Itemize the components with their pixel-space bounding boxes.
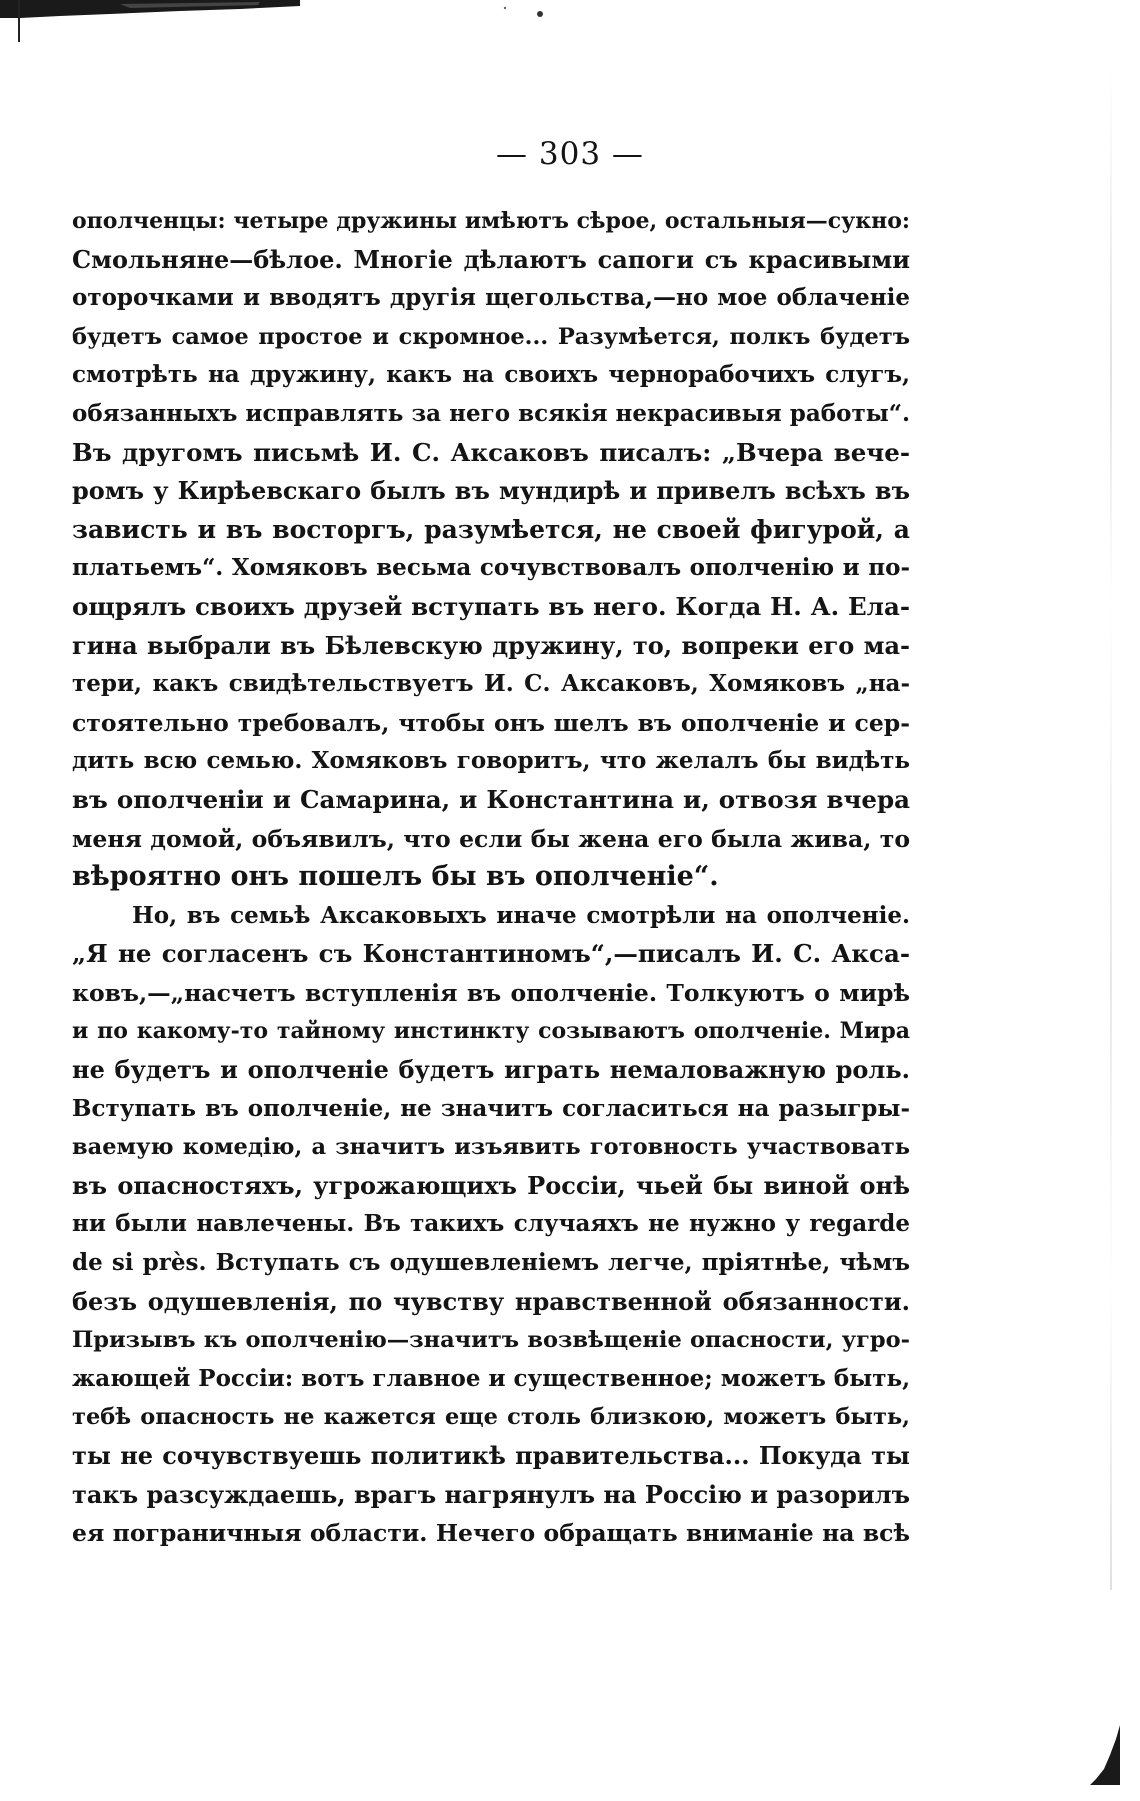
text-line: тери, какъ свидѣтельствуетъ И. С. Аксаковъ, Хомяковъ „на- [72,670,910,698]
text-line: смотрѣть на дружину, какъ на своихъ чернорабочихъ слугъ, [72,361,910,389]
text-line: гина выбрали въ Бѣлевскую дружину, то, вопреки его ма- [72,630,910,660]
text-line: такъ разсуждаешь, врагъ нагрянулъ на Россію и разорилъ [72,1479,910,1509]
text-line: въ опасностяхъ, угрожающихъ Россіи, чьей бы виной онѣ [72,1170,910,1200]
text-line: de si près. Вступать съ одушевленіемъ легче, пріятнѣе, чѣмъ [72,1249,910,1277]
paragraph-start-line: Но, въ семьѣ Аксаковыхъ иначе смотрѣли на ополченіе. [132,901,910,929]
text-line: тебѣ опасность не кажется еще столь близкою, можетъ быть, [72,1404,910,1431]
text-line: дить всю семью. Хомяковъ говоритъ, что желалъ бы видѣть [72,747,910,775]
text-line: ты не сочувствуешь политикѣ правительства... Покуда ты [72,1441,910,1470]
paragraph-end-line: вѣроятно онъ пошелъ бы въ ополченіе“. [72,861,719,893]
text-line: Вступать въ ополченіе, не значитъ согласиться на разыгры- [72,1094,910,1122]
text-line: Смольняне—бѣлое. Многіе дѣлаютъ сапоги съ красивыми [72,244,910,274]
text-line: стоятельно требовалъ, чтобы онъ шелъ въ ополченіе и сер- [72,708,910,737]
text-line: оторочками и вводятъ другія щегольства,—но мое облаченіе [72,284,910,312]
text-line: Призывъ къ ополченію—значитъ возвѣщеніе опасности, угро- [72,1327,910,1354]
text-line: ея пограничныя области. Нечего обращать вниманіе на всѣ [72,1519,910,1548]
text-line: зависть и въ восторгъ, разумѣется, не своей фигурой, а [72,514,910,544]
text-line: безъ одушевленія, по чувству нравственной обязанности. [72,1286,910,1316]
scan-edge-mark [0,0,560,22]
text-line: будетъ самое простое и скромное... Разумѣется, полкъ будетъ [72,323,910,350]
scan-corner-mark [1090,1725,1120,1785]
scan-edge-line [1110,70,1112,1590]
text-line: не будетъ и ополченіе будетъ играть немаловажную роль. [72,1055,910,1085]
page-number: — 303 — [496,136,644,172]
text-line: ковъ,—„насчетъ вступленія въ ополченіе. Толкуютъ о мирѣ [72,978,910,1007]
text-line: платьемъ“. Хомяковъ весьма сочувствовалъ ополченію и по- [72,554,910,582]
body-text [72,202,910,1553]
text-line: ваемую комедію, а значитъ изъявить готовность участвовать [72,1134,910,1161]
text-line: обязанныхъ исправлять за него всякія некрасивыя работы“. [72,399,910,427]
scan-edge-line [18,0,20,42]
text-line: меня домой, объявилъ, что если бы жена его была жива, то [72,824,910,853]
text-line: жающей Россіи: вотъ главное и существенное; можетъ быть, [72,1364,911,1392]
text-line: Въ другомъ письмѣ И. С. Аксаковъ писалъ: „Вчера вече- [72,437,910,467]
text-line: и по какому-то тайному инстинкту созываютъ ополченіе. Мира [72,1018,910,1045]
text-line: въ ополченіи и Самарина, и Константина и, отвозя вчера [72,784,910,814]
text-line: ни были навлечены. Въ такихъ случаяхъ не нужно у regarde [72,1210,910,1238]
text-line: ополченцы: четыре дружины имѣютъ сѣрое, остальныя—сукно: [72,208,910,234]
text-line: ромъ у Кирѣевскаго былъ въ мундирѣ и привелъ всѣхъ въ [72,476,910,506]
text-line: „Я не согласенъ съ Константиномъ“,—писалъ И. С. Акса- [72,939,910,969]
text-line: ощрялъ своихъ друзей вступать въ него. Когда Н. А. Ела- [72,591,910,621]
